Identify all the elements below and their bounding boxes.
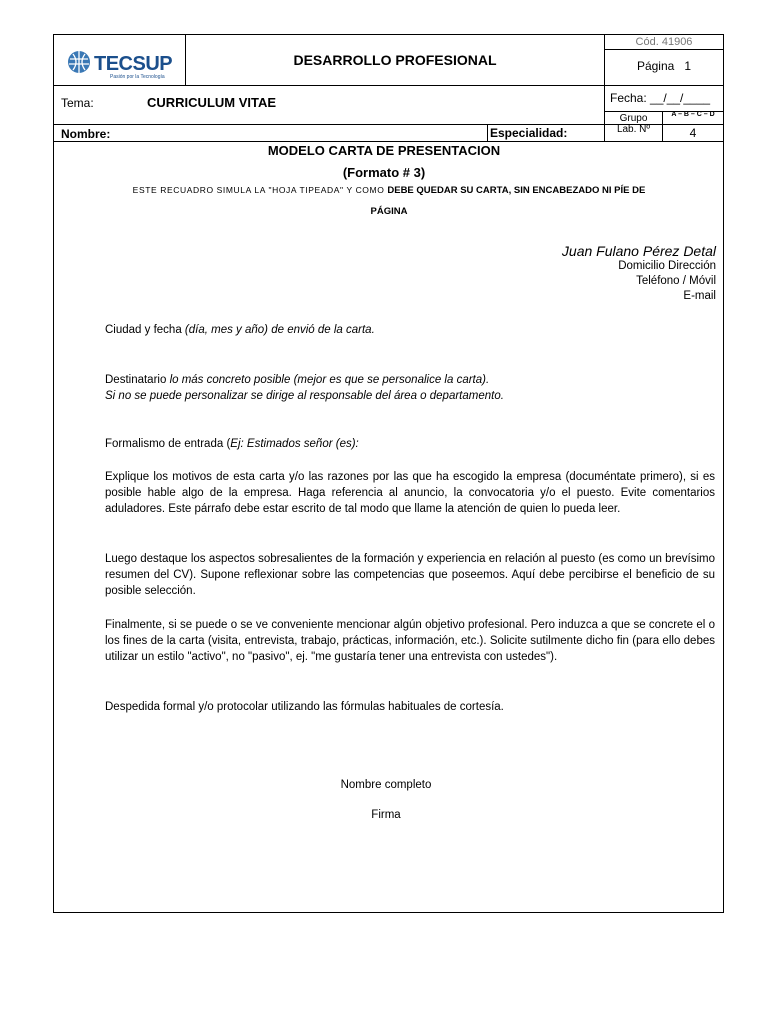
page-label: Página <box>636 59 675 73</box>
grupo-value: A – B – C – D <box>671 111 715 118</box>
sender-name: Juan Fulano Pérez Detal <box>561 243 716 259</box>
greeting-line <box>105 436 715 452</box>
tema-value: CURRICULUM VITAE <box>147 95 277 110</box>
recipient-hint-1: lo más concreto posible (mejor es que se personalice la carta). <box>169 374 490 386</box>
sender-email: E-mail <box>683 290 716 302</box>
city-date-line <box>105 322 715 338</box>
instruction-bold-2: PÁGINA <box>370 206 408 217</box>
signature-line: Firma <box>371 809 401 821</box>
greeting-label: Formalismo de entrada ( <box>105 438 231 450</box>
city-date-hint: (día, mes y año) de envió de la carta. <box>184 324 375 336</box>
instruction-text <box>100 180 678 222</box>
sender-address: Domicilio Dirección <box>618 260 716 272</box>
paragraph-3: Finalmente, si se puede o se ve conveniente mencionar algún objetivo profesional. Pero induzca a que se concrete el o los fines de la carta (visita, entrevista, trabajo, prácticas, información, etc.). Solicite sutilmente dicho fin (para ello debes utilizar un estilo "activo", no "pasivo", ej. "me gustaría tener una entrevista con ustedes"). <box>105 619 715 663</box>
page-number: 1 <box>684 59 692 73</box>
fecha-field: Fecha: __/__/____ <box>610 91 711 105</box>
full-name-line: Nombre completo <box>340 779 432 791</box>
greeting-hint: Ej: Estimados señor (es): <box>230 438 359 450</box>
document-title: MODELO CARTA DE PRESENTACION <box>267 143 501 158</box>
document-subtitle: (Formato # 3) <box>342 165 426 180</box>
logo-globe-icon <box>66 49 92 75</box>
recipient-block <box>105 372 715 404</box>
tecsup-logo <box>66 45 186 85</box>
instruction-normal: ESTE RECUADRO SIMULA LA "HOJA TIPEADA" Y COMO <box>132 185 388 195</box>
nombre-label: Nombre: <box>61 127 111 141</box>
grupo-label: Grupo <box>619 113 648 124</box>
sender-block <box>562 243 716 304</box>
header-table <box>53 34 724 142</box>
instruction-bold-1: DEBE QUEDAR SU CARTA, SIN ENCABEZADO NI PÍE DE <box>387 185 646 196</box>
sender-phone: Teléfono / Móvil <box>636 275 716 287</box>
tema-label: Tema: <box>61 96 94 110</box>
logo-text: TECSUP <box>94 53 173 75</box>
recipient-label: Destinatario <box>105 374 170 386</box>
city-date-label: Ciudad y fecha <box>105 324 185 336</box>
logo-tagline: Pasión por la Tecnología <box>110 74 165 80</box>
header-title: DESARROLLO PROFESIONAL <box>293 52 497 68</box>
closing-line: Despedida formal y/o protocolar utilizando las fórmulas habituales de cortesía. <box>105 701 504 713</box>
paragraph-1: Explique los motivos de esta carta y/o las razones por las que ha escogido la empresa (documéntate primero), si es posible hable algo de la empresa. Haga referencia al anuncio, la convocatoria y/o el puesto. Evite comentarios aduladores. Este párrafo debe estar escrito de tal modo que llame la atención de quien lo pueda leer. <box>105 471 715 515</box>
page-indicator <box>605 59 723 73</box>
lab-label: Lab. Nº <box>616 124 651 135</box>
especialidad-label: Especialidad: <box>490 126 568 140</box>
paragraph-2: Luego destaque los aspectos sobresalientes de la formación y experiencia en relación al puesto (es como un brevísimo resumen del CV). Supone reflexionar sobre las competencias que poseemos. Aquí debe percibirse el beneficio de su posible selección. <box>105 553 715 597</box>
document-code: Cód. 41906 <box>635 36 693 48</box>
recipient-hint-2: Si no se puede personalizar se dirige al responsable del área o departamento. <box>105 390 504 402</box>
lab-value: 4 <box>689 126 697 140</box>
